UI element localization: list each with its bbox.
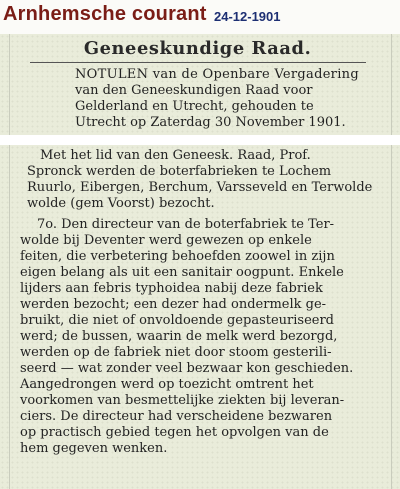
newspaper-name: Arnhemsche courant	[3, 3, 207, 25]
clipping-gap	[0, 135, 400, 145]
paragraph2-line: feiten, die verbetering behoefden zoowel in zijn	[20, 249, 335, 264]
intro-line: NOTULEN van de Openbare Vergadering	[75, 67, 359, 82]
column-left-border	[9, 145, 10, 489]
paragraph2-line: ciers. De directeur had verscheidene bezwaren	[20, 409, 333, 424]
paragraph2-line: 7o. Den directeur van de boterfabriek te Ter-	[37, 217, 335, 232]
paragraph2-line: bruikt, die niet of onvoldoende gepasteuriseerd	[20, 313, 334, 328]
paragraph2-line: op practisch gebied tegen het opvolgen van de	[20, 425, 329, 440]
clipping-top-section	[0, 34, 400, 135]
article-title: Geneeskundige Raad.	[83, 38, 312, 59]
paragraph2-line: wolde bij Deventer werd gewezen op enkele	[20, 233, 312, 248]
paragraph1-line: Met het lid van den Geneesk. Raad, Prof.	[40, 148, 311, 163]
paragraph2-line: lijders aan febris typhoidea nabij deze fabriek	[20, 281, 323, 296]
paragraph2-line: Aangedrongen werd op toezicht omtrent het	[20, 377, 314, 392]
title-rule	[30, 62, 366, 63]
column-right-border	[391, 145, 392, 489]
intro-line: Gelderland en Utrecht, gehouden te	[75, 99, 314, 114]
publication-date: 24-12-1901	[214, 9, 281, 24]
paragraph2-line: hem gegeven wenken.	[20, 441, 168, 456]
paragraph2-line: seerd — wat zonder veel bezwaar kon geschieden.	[20, 361, 354, 376]
intro-line: Utrecht op Zaterdag 30 November 1901.	[75, 115, 346, 130]
paragraph2-line: eigen belang als uit een sanitair oogpunt. Enkele	[20, 265, 344, 280]
clipping-body-section	[0, 145, 400, 489]
intro-line: van den Geneeskundigen Raad voor	[75, 83, 313, 98]
paragraph2-line: werden op de fabriek niet door stoom gesterili-	[20, 345, 332, 360]
paragraph1-line: Ruurlo, Eibergen, Berchum, Varsseveld en Terwolde	[27, 180, 373, 195]
clipping-header	[0, 0, 400, 34]
paragraph2-line: werd; de bussen, waarin de melk werd bezorgd,	[20, 329, 338, 344]
paragraph1-line: wolde (gem Voorst) bezocht.	[27, 196, 215, 211]
paragraph2-line: werden bezocht; een dezer had ondermelk ge-	[20, 297, 327, 312]
paragraph1-line: Spronck werden de boterfabrieken te Lochem	[27, 164, 332, 179]
paragraph2-line: voorkomen van besmettelijke ziekten bij leveran-	[20, 393, 345, 408]
